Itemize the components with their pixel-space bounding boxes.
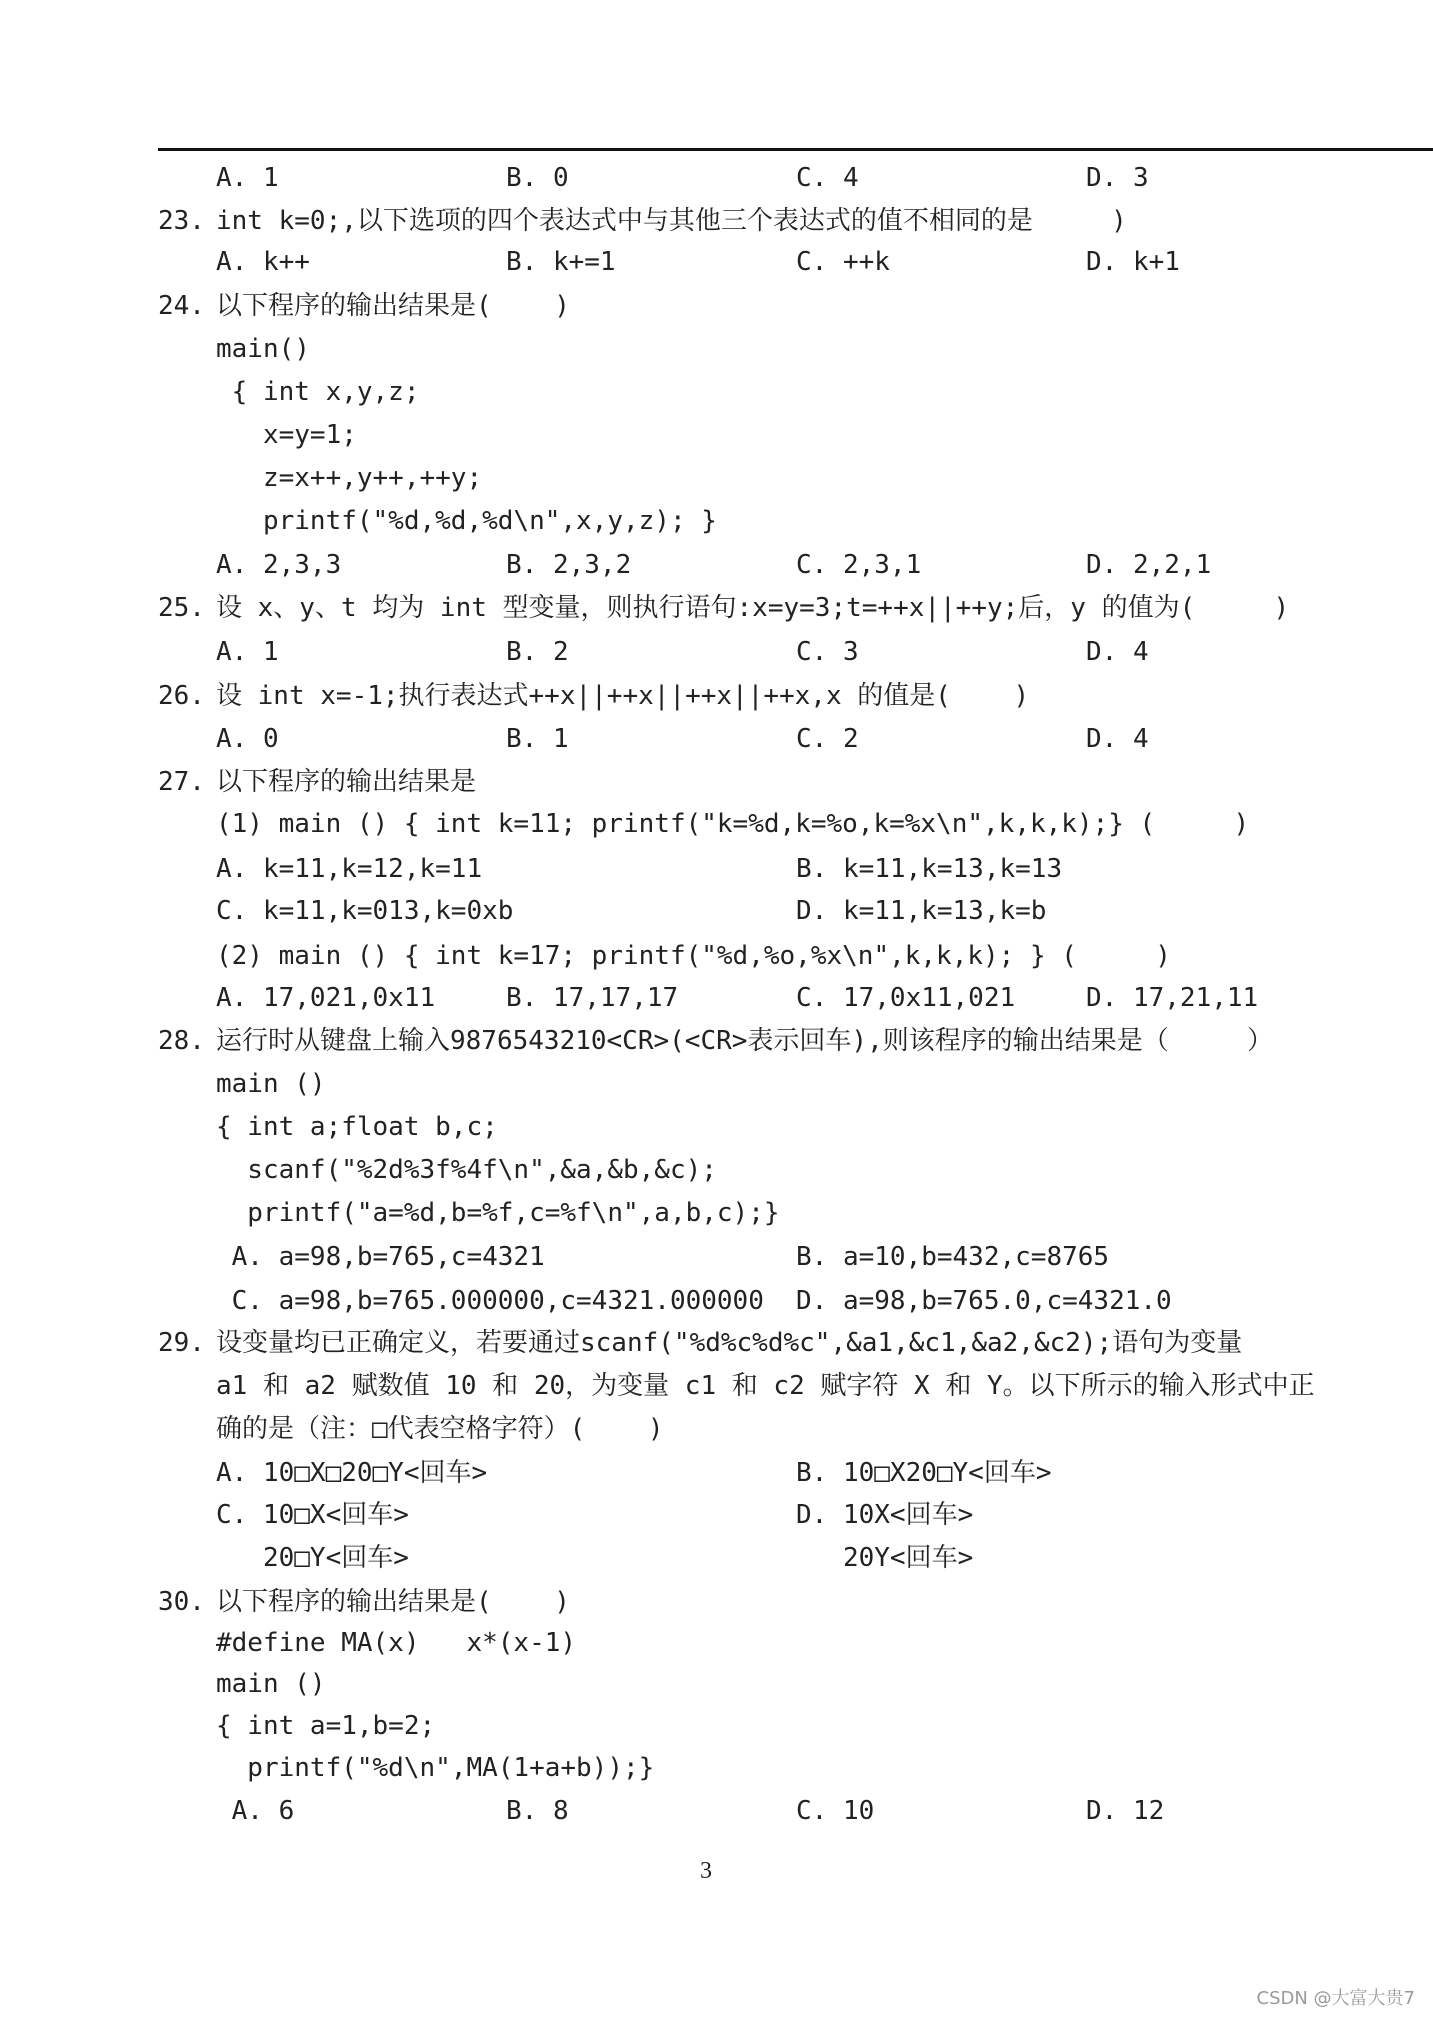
q28-code-line: scanf("%2d%3f%4f\n",&a,&b,&c); (216, 1155, 717, 1185)
prev-option-c: C. 4 (796, 163, 859, 193)
q27-sub2-option-b: B. 17,17,17 (506, 983, 679, 1013)
q29-number: 29. (158, 1328, 205, 1358)
q23-option-a: A. k++ (216, 247, 310, 277)
q24-stem: 以下程序的输出结果是( ) (216, 291, 570, 321)
q26-option-c: C. 2 (796, 724, 859, 754)
q25-option-a: A. 1 (216, 637, 279, 667)
prev-option-d: D. 3 (1086, 163, 1149, 193)
q25-number: 25. (158, 593, 205, 623)
q28-option-b: B. a=10,b=432,c=8765 (796, 1242, 1110, 1272)
watermark: CSDN @大富大贵7 (1256, 1988, 1415, 2009)
q24-code-line: printf("%d,%d,%d\n",x,y,z); } (216, 506, 717, 536)
q23-stem: int k=0;,以下选项的四个表达式中与其他三个表达式的值不相同的是 ) (216, 206, 1127, 236)
q26-stem: 设 int x=-1;执行表达式++x||++x||++x||++x,x 的值是( ) (216, 681, 1030, 711)
q27-sub1-option-a: A. k=11,k=12,k=11 (216, 854, 483, 884)
q28-option-a: A. a=98,b=765,c=4321 (216, 1242, 545, 1272)
q27-sub2-option-c: C. 17,0x11,021 (796, 983, 1016, 1013)
prev-option-a: A. 1 (216, 163, 279, 193)
q30-option-a: A. 6 (216, 1796, 295, 1826)
q28-number: 28. (158, 1026, 205, 1056)
q26-number: 26. (158, 681, 205, 711)
q27-sub1-option-b: B. k=11,k=13,k=13 (796, 854, 1063, 884)
q26-option-d: D. 4 (1086, 724, 1149, 754)
q27-sub2: (2) main () { int k=17; printf("%d,%o,%x\n",k,k,k); } ( ) (216, 941, 1171, 971)
q24-option-b: B. 2,3,2 (506, 550, 632, 580)
q30-option-c: C. 10 (796, 1796, 875, 1826)
q23-option-c: C. ++k (796, 247, 890, 277)
q27-sub1: (1) main () { int k=11; printf("k=%d,k=%o,k=%x\n",k,k,k);} ( ) (216, 809, 1250, 839)
q29-option-c-line2: 20□Y<回车> (216, 1543, 409, 1573)
q25-option-d: D. 4 (1086, 637, 1149, 667)
q25-option-b: B. 2 (506, 637, 569, 667)
q23-option-b: B. k+=1 (506, 247, 616, 277)
q29-option-b: B. 10□X20□Y<回车> (796, 1458, 1052, 1488)
q24-code-line: { int x,y,z; (216, 377, 420, 407)
page-number: 3 (700, 1858, 712, 1884)
q25-option-c: C. 3 (796, 637, 859, 667)
q30-option-d: D. 12 (1086, 1796, 1165, 1826)
q24-option-a: A. 2,3,3 (216, 550, 342, 580)
q27-sub1-option-c: C. k=11,k=013,k=0xb (216, 896, 514, 926)
q30-option-b: B. 8 (506, 1796, 569, 1826)
q24-option-c: C. 2,3,1 (796, 550, 922, 580)
q28-option-d: D. a=98,b=765.0,c=4321.0 (796, 1286, 1172, 1316)
prev-option-b: B. 0 (506, 163, 569, 193)
q28-stem: 运行时从键盘上输入9876543210<CR>(<CR>表示回车),则该程序的输出结果是（ ） (216, 1026, 1273, 1056)
q28-option-c: C. a=98,b=765.000000,c=4321.000000 (216, 1286, 764, 1316)
q29-option-d: D. 10X<回车> (796, 1500, 974, 1530)
q24-code-line: x=y=1; (216, 420, 357, 450)
q30-code-line: #define MA(x) x*(x-1) (216, 1628, 577, 1658)
q29-option-a: A. 10□X□20□Y<回车> (216, 1458, 488, 1488)
q23-number: 23. (158, 206, 205, 236)
q27-sub2-option-a: A. 17,021,0x11 (216, 983, 436, 1013)
q24-option-d: D. 2,2,1 (1086, 550, 1212, 580)
q30-stem: 以下程序的输出结果是( ) (216, 1587, 570, 1617)
q27-sub1-option-d: D. k=11,k=13,k=b (796, 896, 1047, 926)
q29-option-d-line2: 20Y<回车> (796, 1543, 974, 1573)
q24-code-line: main() (216, 334, 310, 364)
q28-code-line: { int a;float b,c; (216, 1112, 498, 1142)
q30-code-line: { int a=1,b=2; (216, 1711, 436, 1741)
q26-option-a: A. 0 (216, 724, 279, 754)
q29-stem-line: 设变量均已正确定义，若要通过scanf("%d%c%d%c",&a1,&c1,&a2,&c2);语句为变量 (216, 1328, 1243, 1358)
q28-code-line: printf("a=%d,b=%f,c=%f\n",a,b,c);} (216, 1198, 780, 1228)
q30-number: 30. (158, 1587, 205, 1617)
q24-code-line: z=x++,y++,++y; (216, 463, 483, 493)
q29-stem-line: a1 和 a2 赋数值 10 和 20，为变量 c1 和 c2 赋字符 X 和 Y。以下所示的输入形式中正 (216, 1371, 1315, 1401)
q27-sub2-option-d: D. 17,21,11 (1086, 983, 1259, 1013)
q29-stem-line: 确的是（注：□代表空格字符）( ) (216, 1414, 664, 1444)
q27-stem: 以下程序的输出结果是 (216, 767, 477, 797)
q28-code-line: main () (216, 1069, 326, 1099)
q27-number: 27. (158, 767, 205, 797)
q25-stem: 设 x、y、t 均为 int 型变量，则执行语句:x=y=3;t=++x||++y;后，y 的值为( ) (216, 593, 1290, 623)
q30-code-line: main () (216, 1669, 326, 1699)
q24-number: 24. (158, 291, 205, 321)
q30-code-line: printf("%d\n",MA(1+a+b));} (216, 1753, 655, 1783)
q26-option-b: B. 1 (506, 724, 569, 754)
q29-option-c: C. 10□X<回车> (216, 1500, 409, 1530)
q23-option-d: D. k+1 (1086, 247, 1180, 277)
